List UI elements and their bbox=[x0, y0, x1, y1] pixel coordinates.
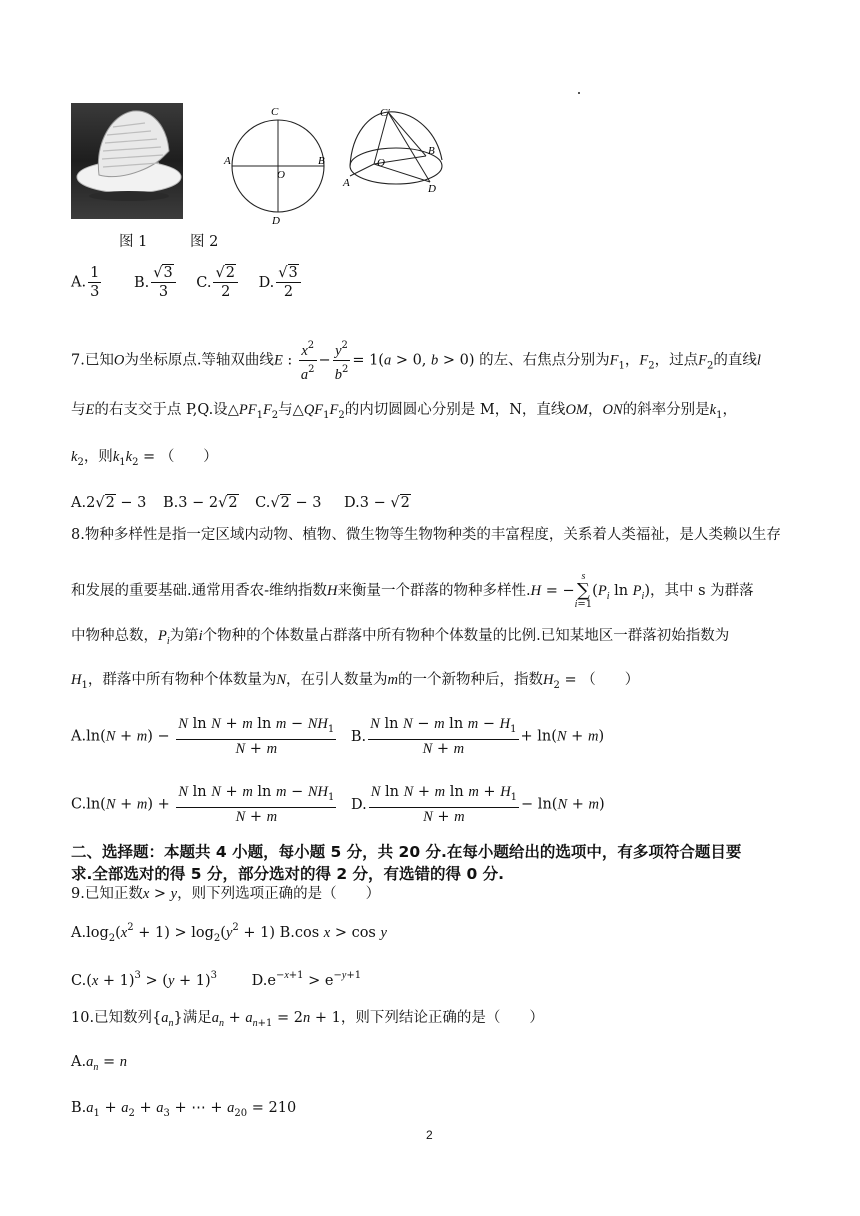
q8-line-3: 中物种总数，$P_i$为第i个物种的个体数量占群落中所有物种个体数量的比例.已知某地区一群落初始指数为 bbox=[71, 628, 730, 647]
label-C-prime: C′ bbox=[380, 107, 390, 119]
scan-dot bbox=[578, 92, 580, 94]
q8-options-cd: C.ln(N + m) + $\frac{N \ln N + m \ln m - NH_1}{N + m}$ D. $\frac{N \ln N + m \ln m + H_1}{N + m}$ − ln(N + m) bbox=[71, 784, 605, 825]
figure-2-caption: 图 2 bbox=[190, 234, 219, 250]
section-2-heading-line-1: 二、选择题：本题共 4 小题，每小题 5 分，共 20 分.在每小题给出的选项中，有多项符合题目要 bbox=[71, 843, 742, 861]
q8-line-2: 和发展的重要基础.通常用香农-维纳指数H来衡量一个群落的物种多样性.H = − s ∑ i=1 ($P_i$ $\ln P_i$)，其中 s 为群落 bbox=[71, 571, 754, 610]
label-A: A bbox=[224, 155, 231, 167]
figure-2-folded bbox=[340, 104, 452, 194]
section-2-heading-line-2: 求.全部选对的得 5 分，部分选对的得 2 分，有选错的得 0 分. bbox=[71, 865, 505, 883]
q8-line-1: 8.物种多样性是指一定区域内动物、植物、微生物等生物物种类的丰富程度，关系着人类福祉，是人类赖以生存 bbox=[71, 527, 781, 543]
q9-options-ab: $A.\log_2(x^2 + 1) > \log_2(y^2 + 1)$ B.cos x > cos y bbox=[71, 922, 387, 944]
q7-line-1: 7.已知O为坐标原点.等轴双曲线E : $\frac{x^2}{a^2}$ − $\frac{y^2}{b^2}$ = 1(a > 0, b > 0) 的左、右焦点分别为$F_1$，$F_2$，过点$F_2$的直线l bbox=[71, 337, 761, 384]
label-B: B bbox=[428, 145, 435, 157]
figure-2-circle bbox=[222, 104, 342, 226]
label-O: O bbox=[377, 157, 385, 169]
figure-1-caption: 图 1 bbox=[119, 234, 148, 250]
label-C: C bbox=[271, 106, 279, 118]
figure-1-photo bbox=[71, 103, 183, 219]
q7-options: A.2√2 − 3 B.3 − 2√2 C.√2 − 3 D.3 − √2 bbox=[71, 495, 410, 511]
label-B: B bbox=[318, 155, 325, 167]
q9-options-cd: $C.(x + 1)^3 > (y + 1)^3$ $D.e^{-x+1} > e^{-y+1}$ bbox=[71, 970, 362, 989]
q7-line-3: $k_2$，则$k_1k_2$ = （ ） bbox=[71, 449, 218, 468]
q7-line-2: 与E的右支交于点 P,Q.设$\triangle PF_1F_2$与$\triangle QF_1F_2$的内切圆圆心分别是 M，N，直线OM，ON的斜率分别是$k_1$， bbox=[71, 402, 737, 421]
q10-option-b: $B.a_1 + a_2 + a_3$ + ⋯ + $a_{20} = 210$ bbox=[71, 1100, 297, 1119]
q8-line-4: $H_1$，群落中所有物种个体数量为N，在引人数量为m的一个新物种后，指数$H_2$ = （ ） bbox=[71, 672, 640, 691]
label-D: D bbox=[272, 215, 280, 226]
q10-stem: 10.已知数列$\{a_n\}$满足$a_n + a_{n+1} = 2n + 1$，则下列结论正确的是（ ） bbox=[71, 1010, 544, 1029]
q6-options: A. $\frac{1}{3}$ B. $\frac{√3}{3}$ C. $\frac{√2}{2}$ D. $\frac{√3}{2}$ bbox=[71, 264, 303, 301]
label-O: O bbox=[277, 169, 285, 181]
label-D: D bbox=[428, 183, 436, 194]
q8-options-ab: A.ln(N + m) − $\frac{N \ln N + m \ln m - NH_1}{N + m}$ B. $\frac{N \ln N - m \ln m - H_1}{N + m}$ + ln(N + m) bbox=[71, 716, 605, 757]
label-A: A bbox=[343, 177, 350, 189]
page-number: 2 bbox=[426, 1128, 433, 1142]
q10-option-a: $A.a_n = n$ bbox=[71, 1054, 127, 1073]
q9-stem: 9.已知正数x > y，则下列选项正确的是（ ） bbox=[71, 886, 381, 902]
